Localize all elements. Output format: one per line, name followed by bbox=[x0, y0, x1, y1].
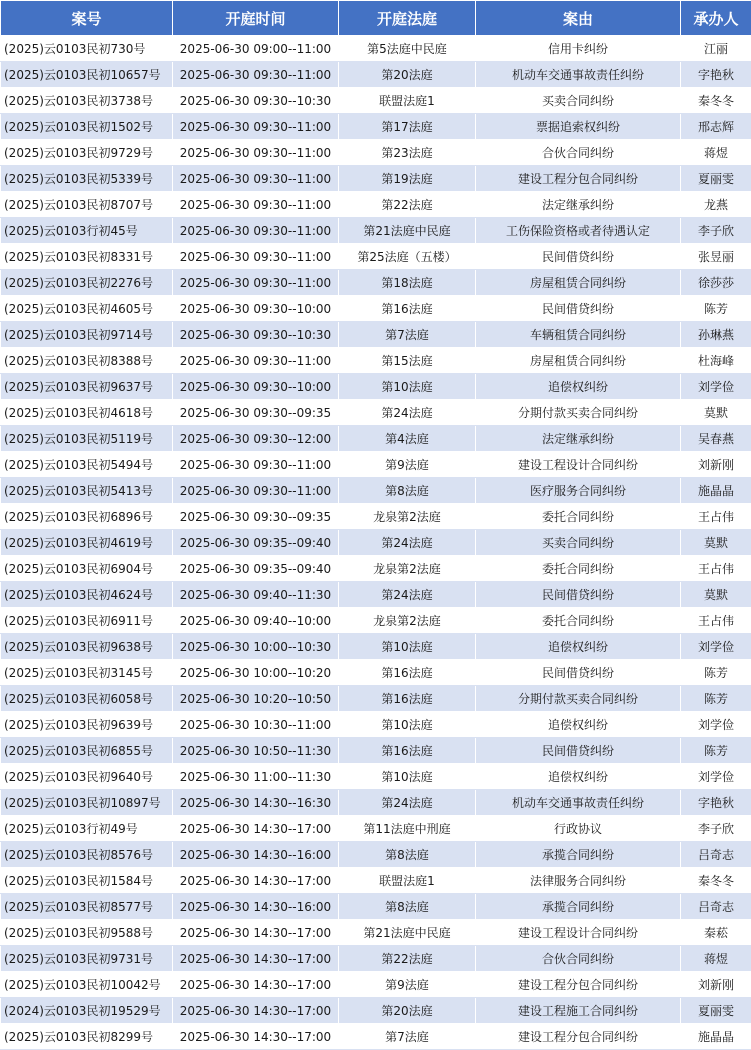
cell-time: 2025-06-30 14:30--17:00 bbox=[173, 816, 339, 842]
cell-time: 2025-06-30 11:00--11:30 bbox=[173, 764, 339, 790]
cell-judge: 杜海峰 bbox=[681, 348, 751, 374]
table-row bbox=[1, 348, 751, 374]
table-row bbox=[1, 426, 751, 452]
cell-time: 2025-06-30 09:30--12:00 bbox=[173, 426, 339, 452]
cell-court: 第9法庭 bbox=[339, 452, 476, 478]
cell-time: 2025-06-30 09:30--11:00 bbox=[173, 244, 339, 270]
cell-case-no: (2025)云0103民初9731号 bbox=[1, 946, 173, 972]
cell-cause: 法律服务合同纠纷 bbox=[476, 868, 681, 894]
cell-court: 第20法庭 bbox=[339, 998, 476, 1024]
cell-time: 2025-06-30 09:40--11:30 bbox=[173, 582, 339, 608]
cell-judge: 刘学俭 bbox=[681, 712, 751, 738]
cell-case-no: (2025)云0103民初10042号 bbox=[1, 972, 173, 998]
cell-judge: 夏丽雯 bbox=[681, 166, 751, 192]
cell-time: 2025-06-30 09:30--11:00 bbox=[173, 452, 339, 478]
cell-case-no: (2024)云0103民初19529号 bbox=[1, 998, 173, 1024]
cell-judge: 徐莎莎 bbox=[681, 270, 751, 296]
cell-judge: 王占伟 bbox=[681, 608, 751, 634]
cell-court: 第7法庭 bbox=[339, 1024, 476, 1050]
table-row bbox=[1, 374, 751, 400]
cell-time: 2025-06-30 09:30--11:00 bbox=[173, 218, 339, 244]
cell-court: 第5法庭中民庭 bbox=[339, 36, 476, 62]
cell-cause: 建设工程施工合同纠纷 bbox=[476, 998, 681, 1024]
cell-court: 第24法庭 bbox=[339, 582, 476, 608]
cell-judge: 施晶晶 bbox=[681, 1024, 751, 1050]
cell-judge: 江丽 bbox=[681, 36, 751, 62]
cell-case-no: (2025)云0103行初49号 bbox=[1, 816, 173, 842]
table-row bbox=[1, 920, 751, 946]
cell-time: 2025-06-30 09:30--10:30 bbox=[173, 88, 339, 114]
table-row bbox=[1, 400, 751, 426]
cell-time: 2025-06-30 10:20--10:50 bbox=[173, 686, 339, 712]
cell-court: 第22法庭 bbox=[339, 946, 476, 972]
cell-time: 2025-06-30 14:30--17:00 bbox=[173, 972, 339, 998]
table-row bbox=[1, 816, 751, 842]
cell-judge: 夏丽雯 bbox=[681, 998, 751, 1024]
cell-court: 联盟法庭1 bbox=[339, 88, 476, 114]
cell-time: 2025-06-30 09:30--11:00 bbox=[173, 140, 339, 166]
cell-judge: 字艳秋 bbox=[681, 62, 751, 88]
cell-time: 2025-06-30 09:30--11:00 bbox=[173, 270, 339, 296]
cell-cause: 委托合同纠纷 bbox=[476, 504, 681, 530]
cell-case-no: (2025)云0103民初9588号 bbox=[1, 920, 173, 946]
cell-judge: 李子欣 bbox=[681, 218, 751, 244]
table-row bbox=[1, 894, 751, 920]
cell-cause: 行政协议 bbox=[476, 816, 681, 842]
table-row bbox=[1, 842, 751, 868]
cell-court: 第24法庭 bbox=[339, 790, 476, 816]
cell-cause: 工伤保险资格或者待遇认定 bbox=[476, 218, 681, 244]
cell-time: 2025-06-30 09:30--09:35 bbox=[173, 400, 339, 426]
cell-cause: 民间借贷纠纷 bbox=[476, 296, 681, 322]
header-case-no: 案号 bbox=[1, 1, 173, 36]
cell-case-no: (2025)云0103行初45号 bbox=[1, 218, 173, 244]
cell-time: 2025-06-30 09:30--11:00 bbox=[173, 478, 339, 504]
cell-court: 第9法庭 bbox=[339, 972, 476, 998]
cell-case-no: (2025)云0103民初9638号 bbox=[1, 634, 173, 660]
cell-court: 第8法庭 bbox=[339, 894, 476, 920]
cell-time: 2025-06-30 09:30--11:00 bbox=[173, 166, 339, 192]
cell-cause: 委托合同纠纷 bbox=[476, 556, 681, 582]
cell-court: 第10法庭 bbox=[339, 374, 476, 400]
cell-judge: 刘新刚 bbox=[681, 452, 751, 478]
cell-time: 2025-06-30 09:30--11:00 bbox=[173, 348, 339, 374]
cell-time: 2025-06-30 14:30--16:00 bbox=[173, 894, 339, 920]
cell-case-no: (2025)云0103民初730号 bbox=[1, 36, 173, 62]
cell-case-no: (2025)云0103民初8576号 bbox=[1, 842, 173, 868]
cell-cause: 追偿权纠纷 bbox=[476, 712, 681, 738]
cell-cause: 建设工程分包合同纠纷 bbox=[476, 972, 681, 998]
cell-cause: 委托合同纠纷 bbox=[476, 608, 681, 634]
table-row bbox=[1, 686, 751, 712]
cell-judge: 吴春燕 bbox=[681, 426, 751, 452]
table-row bbox=[1, 88, 751, 114]
cell-cause: 法定继承纠纷 bbox=[476, 426, 681, 452]
cell-cause: 机动车交通事故责任纠纷 bbox=[476, 790, 681, 816]
cell-case-no: (2025)云0103民初8388号 bbox=[1, 348, 173, 374]
cell-judge: 龙燕 bbox=[681, 192, 751, 218]
table-row bbox=[1, 192, 751, 218]
cell-cause: 车辆租赁合同纠纷 bbox=[476, 322, 681, 348]
cell-case-no: (2025)云0103民初10657号 bbox=[1, 62, 173, 88]
cell-judge: 蒋煜 bbox=[681, 946, 751, 972]
cell-judge: 字艳秋 bbox=[681, 790, 751, 816]
cell-court: 第8法庭 bbox=[339, 478, 476, 504]
cell-judge: 陈芳 bbox=[681, 296, 751, 322]
cell-court: 第20法庭 bbox=[339, 62, 476, 88]
table-row bbox=[1, 868, 751, 894]
cell-case-no: (2025)云0103民初4618号 bbox=[1, 400, 173, 426]
cell-cause: 民间借贷纠纷 bbox=[476, 244, 681, 270]
cell-case-no: (2025)云0103民初6896号 bbox=[1, 504, 173, 530]
cell-court: 第16法庭 bbox=[339, 660, 476, 686]
cell-case-no: (2025)云0103民初1502号 bbox=[1, 114, 173, 140]
cell-time: 2025-06-30 14:30--17:00 bbox=[173, 946, 339, 972]
cell-cause: 追偿权纠纷 bbox=[476, 374, 681, 400]
cell-cause: 合伙合同纠纷 bbox=[476, 946, 681, 972]
table-row bbox=[1, 582, 751, 608]
cell-judge: 王占伟 bbox=[681, 504, 751, 530]
cell-cause: 追偿权纠纷 bbox=[476, 764, 681, 790]
cell-case-no: (2025)云0103民初9637号 bbox=[1, 374, 173, 400]
cell-time: 2025-06-30 14:30--17:00 bbox=[173, 868, 339, 894]
table-row bbox=[1, 998, 751, 1024]
header-row bbox=[1, 1, 751, 36]
cell-time: 2025-06-30 14:30--17:00 bbox=[173, 920, 339, 946]
cell-case-no: (2025)云0103民初3738号 bbox=[1, 88, 173, 114]
table-row bbox=[1, 452, 751, 478]
cell-time: 2025-06-30 10:50--11:30 bbox=[173, 738, 339, 764]
cell-judge: 孙琳燕 bbox=[681, 322, 751, 348]
table-row bbox=[1, 790, 751, 816]
cell-cause: 民间借贷纠纷 bbox=[476, 582, 681, 608]
cell-case-no: (2025)云0103民初5119号 bbox=[1, 426, 173, 452]
cell-court: 联盟法庭1 bbox=[339, 868, 476, 894]
table-body bbox=[1, 36, 751, 1050]
cell-judge: 张昱丽 bbox=[681, 244, 751, 270]
cell-court: 第21法庭中民庭 bbox=[339, 920, 476, 946]
cell-case-no: (2025)云0103民初5494号 bbox=[1, 452, 173, 478]
cell-time: 2025-06-30 09:30--09:35 bbox=[173, 504, 339, 530]
cell-case-no: (2025)云0103民初9729号 bbox=[1, 140, 173, 166]
cell-judge: 秦菘 bbox=[681, 920, 751, 946]
cell-court: 第8法庭 bbox=[339, 842, 476, 868]
table-row bbox=[1, 62, 751, 88]
cell-case-no: (2025)云0103民初2276号 bbox=[1, 270, 173, 296]
cell-time: 2025-06-30 14:30--16:30 bbox=[173, 790, 339, 816]
header-cause: 案由 bbox=[476, 1, 681, 36]
cell-cause: 买卖合同纠纷 bbox=[476, 530, 681, 556]
cell-time: 2025-06-30 09:35--09:40 bbox=[173, 556, 339, 582]
cell-time: 2025-06-30 14:30--17:00 bbox=[173, 1024, 339, 1050]
cell-case-no: (2025)云0103民初9639号 bbox=[1, 712, 173, 738]
cell-cause: 建设工程分包合同纠纷 bbox=[476, 166, 681, 192]
cell-time: 2025-06-30 09:30--11:00 bbox=[173, 114, 339, 140]
cell-cause: 房屋租赁合同纠纷 bbox=[476, 270, 681, 296]
cell-case-no: (2025)云0103民初10897号 bbox=[1, 790, 173, 816]
table-row bbox=[1, 244, 751, 270]
header-judge: 承办人 bbox=[681, 1, 751, 36]
table-row bbox=[1, 660, 751, 686]
table-row bbox=[1, 608, 751, 634]
cell-time: 2025-06-30 14:30--16:00 bbox=[173, 842, 339, 868]
cell-court: 第16法庭 bbox=[339, 738, 476, 764]
cell-case-no: (2025)云0103民初9640号 bbox=[1, 764, 173, 790]
cell-cause: 法定继承纠纷 bbox=[476, 192, 681, 218]
cell-court: 第4法庭 bbox=[339, 426, 476, 452]
cell-judge: 刘学俭 bbox=[681, 634, 751, 660]
cell-court: 龙泉第2法庭 bbox=[339, 608, 476, 634]
cell-case-no: (2025)云0103民初4624号 bbox=[1, 582, 173, 608]
cell-time: 2025-06-30 14:30--17:00 bbox=[173, 998, 339, 1024]
table-row bbox=[1, 972, 751, 998]
cell-case-no: (2025)云0103民初6855号 bbox=[1, 738, 173, 764]
cell-time: 2025-06-30 09:30--11:00 bbox=[173, 62, 339, 88]
cell-cause: 医疗服务合同纠纷 bbox=[476, 478, 681, 504]
cell-case-no: (2025)云0103民初5339号 bbox=[1, 166, 173, 192]
cell-time: 2025-06-30 10:00--10:30 bbox=[173, 634, 339, 660]
cell-cause: 承揽合同纠纷 bbox=[476, 894, 681, 920]
cell-time: 2025-06-30 09:35--09:40 bbox=[173, 530, 339, 556]
cell-case-no: (2025)云0103民初5413号 bbox=[1, 478, 173, 504]
cell-cause: 票据追索权纠纷 bbox=[476, 114, 681, 140]
cell-court: 第16法庭 bbox=[339, 296, 476, 322]
cell-time: 2025-06-30 10:30--11:00 bbox=[173, 712, 339, 738]
cell-court: 第10法庭 bbox=[339, 634, 476, 660]
table-row bbox=[1, 270, 751, 296]
cell-cause: 合伙合同纠纷 bbox=[476, 140, 681, 166]
cell-judge: 陈芳 bbox=[681, 738, 751, 764]
cell-case-no: (2025)云0103民初8577号 bbox=[1, 894, 173, 920]
table-row bbox=[1, 140, 751, 166]
cell-court: 第10法庭 bbox=[339, 764, 476, 790]
cell-court: 第24法庭 bbox=[339, 400, 476, 426]
table-row bbox=[1, 114, 751, 140]
cell-time: 2025-06-30 09:30--10:00 bbox=[173, 296, 339, 322]
cell-judge: 陈芳 bbox=[681, 660, 751, 686]
cell-case-no: (2025)云0103民初4605号 bbox=[1, 296, 173, 322]
cell-court: 第11法庭中刑庭 bbox=[339, 816, 476, 842]
cell-court: 第19法庭 bbox=[339, 166, 476, 192]
cell-judge: 秦冬冬 bbox=[681, 88, 751, 114]
table-row bbox=[1, 218, 751, 244]
table-row bbox=[1, 166, 751, 192]
cell-cause: 民间借贷纠纷 bbox=[476, 660, 681, 686]
cell-time: 2025-06-30 10:00--10:20 bbox=[173, 660, 339, 686]
cell-judge: 莫默 bbox=[681, 530, 751, 556]
table-row bbox=[1, 504, 751, 530]
table-row bbox=[1, 738, 751, 764]
cell-case-no: (2025)云0103民初3145号 bbox=[1, 660, 173, 686]
table-row bbox=[1, 530, 751, 556]
cell-cause: 房屋租赁合同纠纷 bbox=[476, 348, 681, 374]
cell-time: 2025-06-30 09:40--10:00 bbox=[173, 608, 339, 634]
cell-cause: 建设工程设计合同纠纷 bbox=[476, 920, 681, 946]
cell-court: 第16法庭 bbox=[339, 686, 476, 712]
cell-cause: 建设工程设计合同纠纷 bbox=[476, 452, 681, 478]
table-row bbox=[1, 478, 751, 504]
cell-case-no: (2025)云0103民初8707号 bbox=[1, 192, 173, 218]
cell-case-no: (2025)云0103民初6058号 bbox=[1, 686, 173, 712]
cell-cause: 信用卡纠纷 bbox=[476, 36, 681, 62]
table-row bbox=[1, 946, 751, 972]
cell-cause: 机动车交通事故责任纠纷 bbox=[476, 62, 681, 88]
cell-case-no: (2025)云0103民初1584号 bbox=[1, 868, 173, 894]
table-row bbox=[1, 36, 751, 62]
cell-judge: 吕奇志 bbox=[681, 894, 751, 920]
table-row bbox=[1, 712, 751, 738]
cell-court: 龙泉第2法庭 bbox=[339, 556, 476, 582]
cell-cause: 建设工程分包合同纠纷 bbox=[476, 1024, 681, 1050]
cell-case-no: (2025)云0103民初6904号 bbox=[1, 556, 173, 582]
cell-cause: 分期付款买卖合同纠纷 bbox=[476, 400, 681, 426]
cell-court: 第7法庭 bbox=[339, 322, 476, 348]
cell-time: 2025-06-30 09:30--11:00 bbox=[173, 192, 339, 218]
table-header bbox=[1, 1, 751, 36]
cell-time: 2025-06-30 09:30--10:00 bbox=[173, 374, 339, 400]
cell-judge: 刘学俭 bbox=[681, 374, 751, 400]
cell-court: 第21法庭中民庭 bbox=[339, 218, 476, 244]
cell-judge: 施晶晶 bbox=[681, 478, 751, 504]
cell-judge: 陈芳 bbox=[681, 686, 751, 712]
cell-court: 第17法庭 bbox=[339, 114, 476, 140]
cell-court: 第25法庭（五楼） bbox=[339, 244, 476, 270]
cell-judge: 王占伟 bbox=[681, 556, 751, 582]
cell-court: 第24法庭 bbox=[339, 530, 476, 556]
cell-case-no: (2025)云0103民初8299号 bbox=[1, 1024, 173, 1050]
table-row bbox=[1, 1024, 751, 1050]
cell-court: 第18法庭 bbox=[339, 270, 476, 296]
table-row bbox=[1, 634, 751, 660]
cell-cause: 承揽合同纠纷 bbox=[476, 842, 681, 868]
cell-cause: 买卖合同纠纷 bbox=[476, 88, 681, 114]
cell-court: 第23法庭 bbox=[339, 140, 476, 166]
header-time: 开庭时间 bbox=[173, 1, 339, 36]
cell-cause: 分期付款买卖合同纠纷 bbox=[476, 686, 681, 712]
cell-judge: 刘新刚 bbox=[681, 972, 751, 998]
cell-judge: 莫默 bbox=[681, 400, 751, 426]
cell-court: 第10法庭 bbox=[339, 712, 476, 738]
header-court: 开庭法庭 bbox=[339, 1, 476, 36]
table-row bbox=[1, 556, 751, 582]
cell-judge: 邢志辉 bbox=[681, 114, 751, 140]
cell-court: 龙泉第2法庭 bbox=[339, 504, 476, 530]
table-row bbox=[1, 322, 751, 348]
cell-judge: 刘学俭 bbox=[681, 764, 751, 790]
table-row bbox=[1, 296, 751, 322]
cell-case-no: (2025)云0103民初8331号 bbox=[1, 244, 173, 270]
cell-court: 第15法庭 bbox=[339, 348, 476, 374]
cell-case-no: (2025)云0103民初4619号 bbox=[1, 530, 173, 556]
cell-time: 2025-06-30 09:30--10:30 bbox=[173, 322, 339, 348]
cell-cause: 追偿权纠纷 bbox=[476, 634, 681, 660]
cell-time: 2025-06-30 09:00--11:00 bbox=[173, 36, 339, 62]
cell-case-no: (2025)云0103民初6911号 bbox=[1, 608, 173, 634]
cell-judge: 莫默 bbox=[681, 582, 751, 608]
cell-judge: 吕奇志 bbox=[681, 842, 751, 868]
cell-court: 第22法庭 bbox=[339, 192, 476, 218]
cell-judge: 蒋煜 bbox=[681, 140, 751, 166]
table-row bbox=[1, 764, 751, 790]
cell-judge: 李子欣 bbox=[681, 816, 751, 842]
cell-judge: 秦冬冬 bbox=[681, 868, 751, 894]
cell-case-no: (2025)云0103民初9714号 bbox=[1, 322, 173, 348]
cell-cause: 民间借贷纠纷 bbox=[476, 738, 681, 764]
